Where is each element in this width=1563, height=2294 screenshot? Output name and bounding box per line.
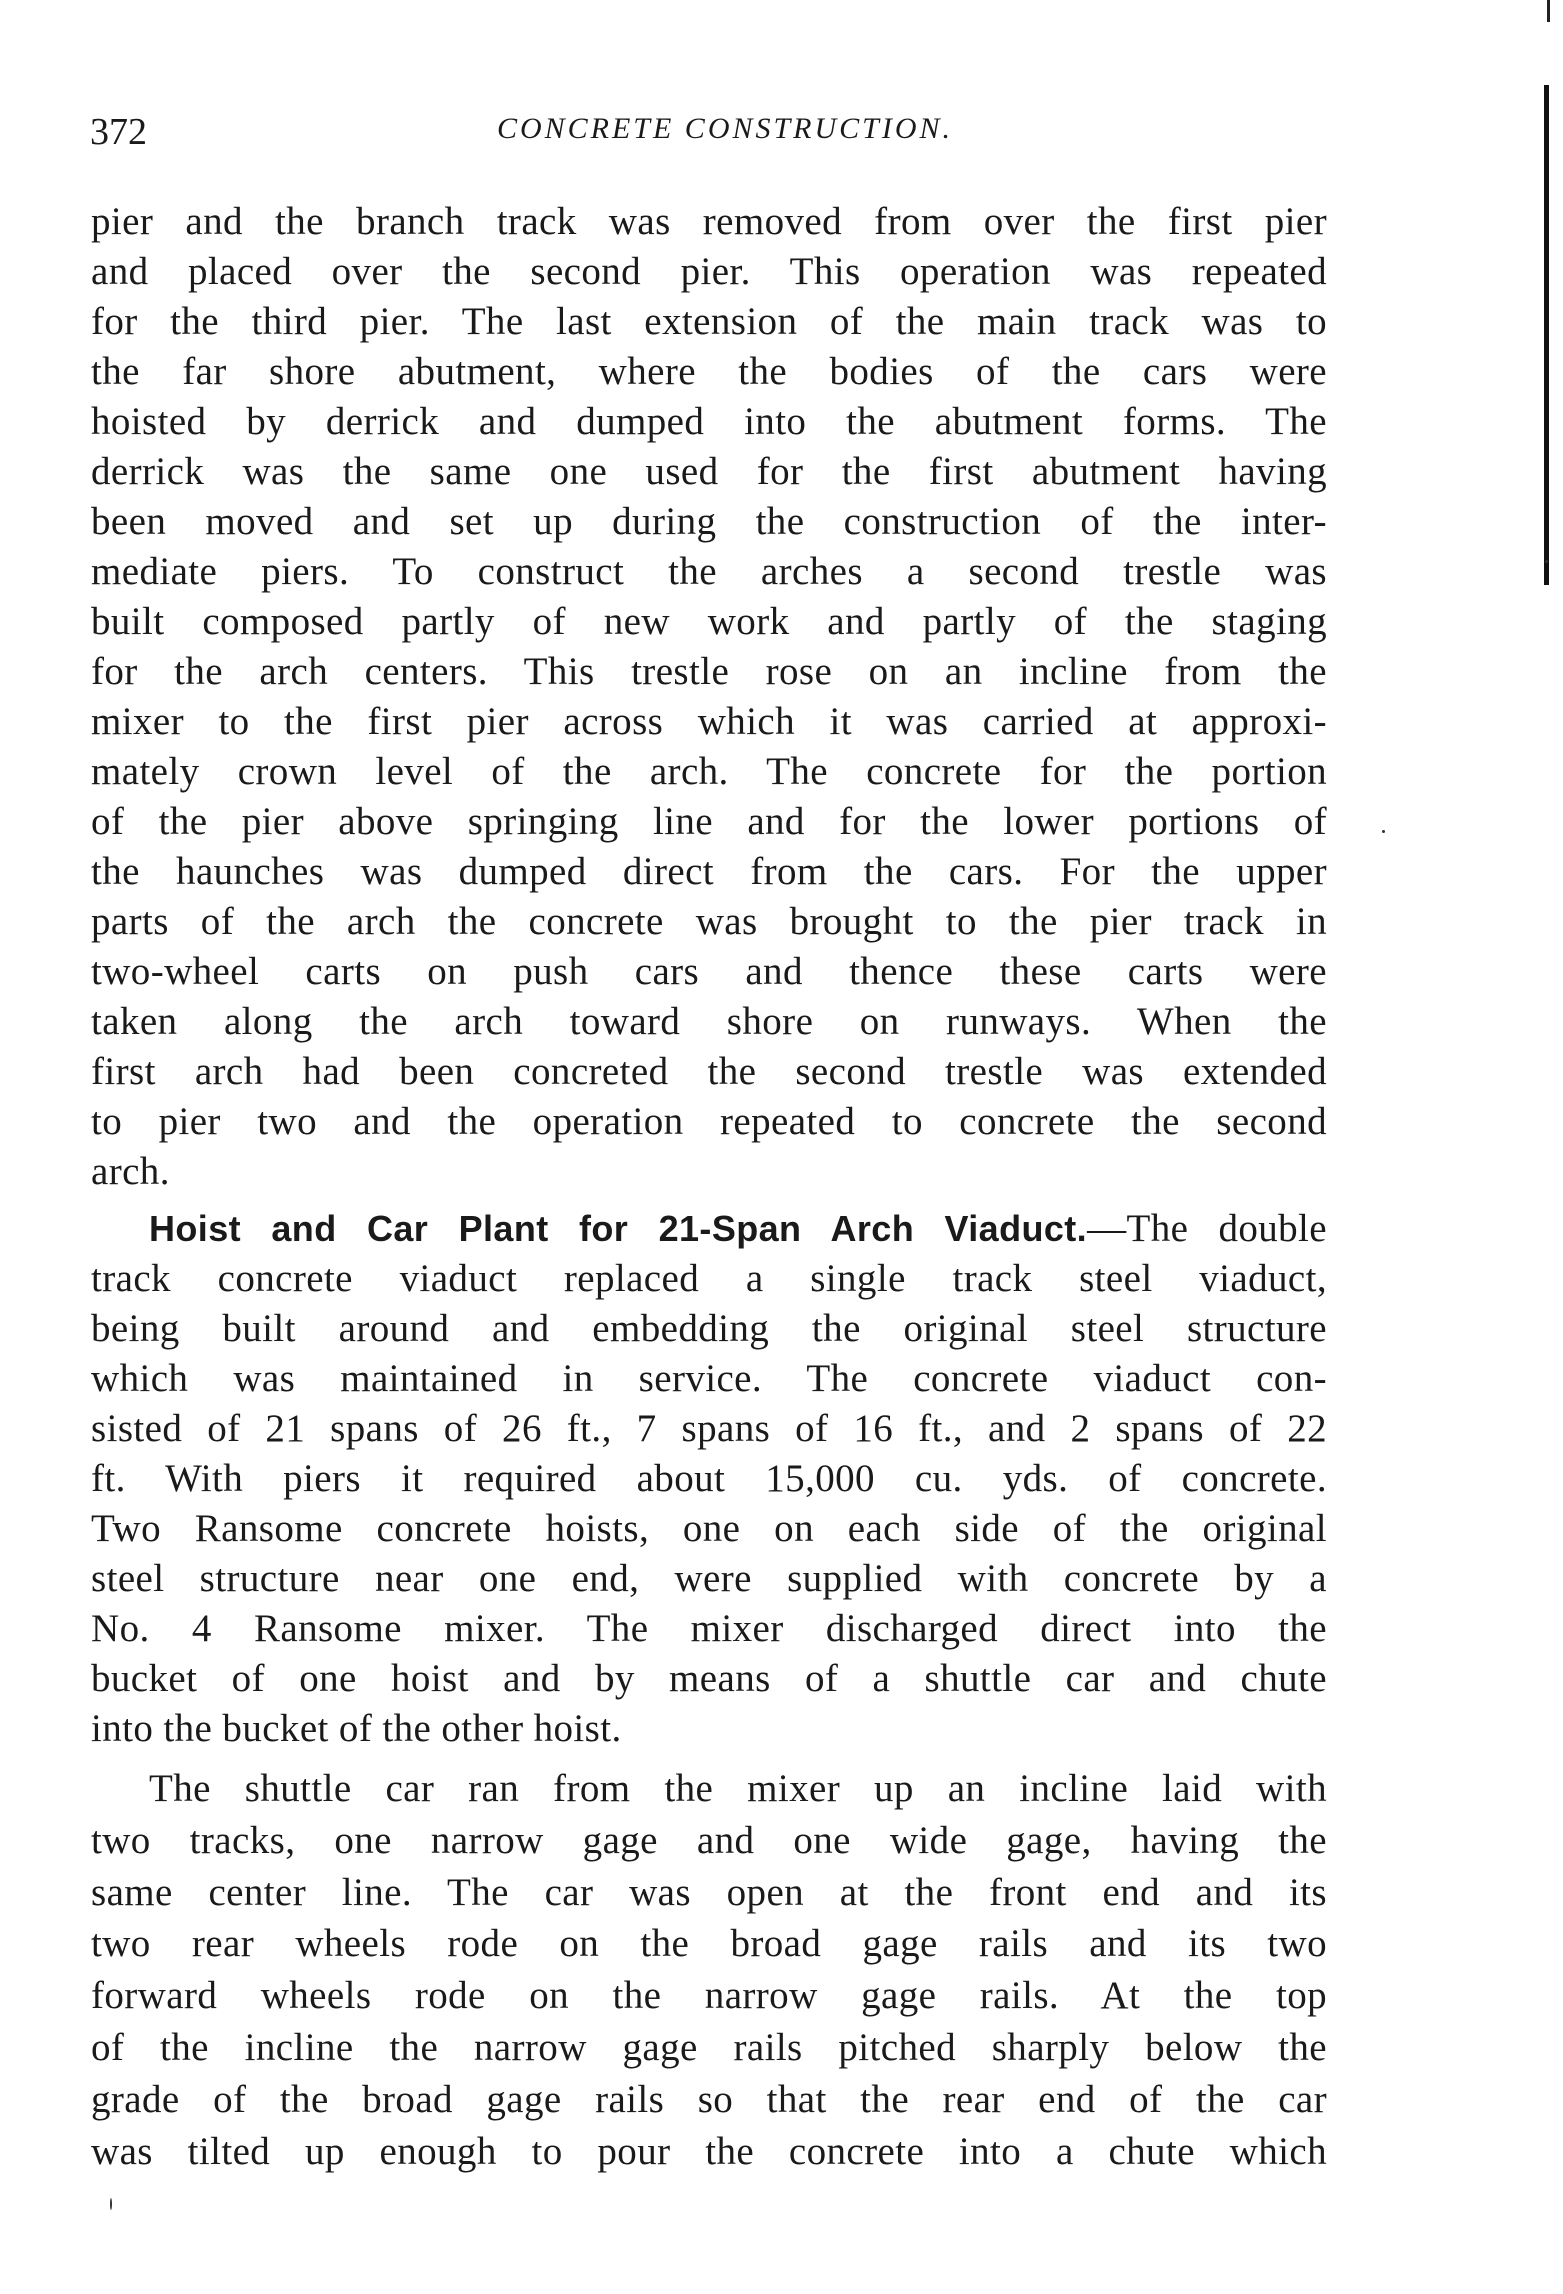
scan-edge-mark xyxy=(1547,0,1550,22)
text-line: which was maintained in service. The concrete viaduct con- xyxy=(91,1357,1327,1400)
text-line: was tilted up enough to pour the concrete into a chute which xyxy=(91,2129,1327,2173)
running-title: CONCRETE CONSTRUCTION. xyxy=(496,112,954,145)
text-line: two rear wheels rode on the broad gage rails and its two xyxy=(91,1922,1327,1966)
text-line: mixer to the first pier across which it was carried at approxi- xyxy=(91,700,1327,743)
text-line: grade of the broad gage rails so that the rear end of the car xyxy=(91,2077,1327,2121)
text-line: and placed over the second pier. This operation was repeated xyxy=(91,250,1327,293)
text-line: No. 4 Ransome mixer. The mixer discharged direct into the xyxy=(91,1607,1327,1650)
paragraph-1 xyxy=(91,197,1327,1197)
text-line: Two Ransome concrete hoists, one on each side of the original xyxy=(91,1507,1327,1550)
text-line: steel structure near one end, were supplied with concrete by a xyxy=(91,1557,1327,1600)
line-text: —The double xyxy=(1087,1207,1327,1250)
text-line: into the bucket of the other hoist. xyxy=(91,1707,622,1750)
text-line: derrick was the same one used for the first abutment having xyxy=(91,450,1327,493)
page-number: 372 xyxy=(90,111,147,153)
text-line: of the pier above springing line and for the lower portions of xyxy=(91,800,1327,843)
text-line: pier and the branch track was removed from over the first pier xyxy=(91,200,1327,243)
text-line: The shuttle car ran from the mixer up an incline laid with xyxy=(149,1767,1327,1810)
paragraph-3 xyxy=(91,1763,1327,2177)
text-line: forward wheels rode on the narrow gage rails. At the top xyxy=(91,1974,1327,2018)
text-line: arch. xyxy=(91,1150,170,1193)
scan-edge-shadow xyxy=(1544,85,1549,585)
text-line: the far shore abutment, where the bodies of the cars were xyxy=(91,350,1327,393)
text-line: parts of the arch the concrete was brought to the pier track in xyxy=(91,900,1327,943)
paragraph-2 xyxy=(91,1204,1327,1754)
text-line: been moved and set up during the construction of the inter- xyxy=(91,500,1327,543)
scan-speck xyxy=(1545,560,1548,563)
text-line: mediate piers. To construct the arches a second trestle was xyxy=(91,550,1327,593)
text-line: track concrete viaduct replaced a single track steel viaduct, xyxy=(91,1257,1327,1300)
text-line: first arch had been concreted the second trestle was extended xyxy=(91,1050,1327,1093)
text-line: for the arch centers. This trestle rose on an incline from the xyxy=(91,650,1327,693)
text-line: sisted of 21 spans of 26 ft., 7 spans of 16 ft., and 2 spans of 22 xyxy=(91,1407,1327,1450)
text-line: bucket of one hoist and by means of a shuttle car and chute xyxy=(91,1657,1327,1700)
text-line: mately crown level of the arch. The concrete for the portion xyxy=(91,750,1327,793)
text-line: two tracks, one narrow gage and one wide gage, having the xyxy=(91,1818,1327,1862)
text-line: same center line. The car was open at the front end and its xyxy=(91,1870,1327,1914)
text-line xyxy=(91,1204,1327,1254)
text-line: the haunches was dumped direct from the cars. For the upper xyxy=(91,850,1327,893)
text-line: for the third pier. The last extension of the main track was to xyxy=(91,300,1327,343)
text-line: two-wheel carts on push cars and thence these carts were xyxy=(91,950,1327,993)
text-line: built composed partly of new work and partly of the staging xyxy=(91,600,1327,643)
text-line: hoisted by derrick and dumped into the abutment forms. The xyxy=(91,400,1327,443)
text-line: being built around and embedding the original steel structure xyxy=(91,1307,1327,1350)
scan-speck xyxy=(110,2198,112,2210)
scan-speck xyxy=(1382,830,1385,833)
text-line: taken along the arch toward shore on runways. When the xyxy=(91,1000,1327,1043)
text-line: ft. With piers it required about 15,000 cu. yds. of concrete. xyxy=(91,1457,1327,1500)
section-heading: Hoist and Car Plant for 21-Span Arch Viaduct. xyxy=(149,1208,1088,1249)
text-line: to pier two and the operation repeated to concrete the second xyxy=(91,1100,1327,1143)
text-line: of the incline the narrow gage rails pitched sharply below the xyxy=(91,2025,1327,2069)
